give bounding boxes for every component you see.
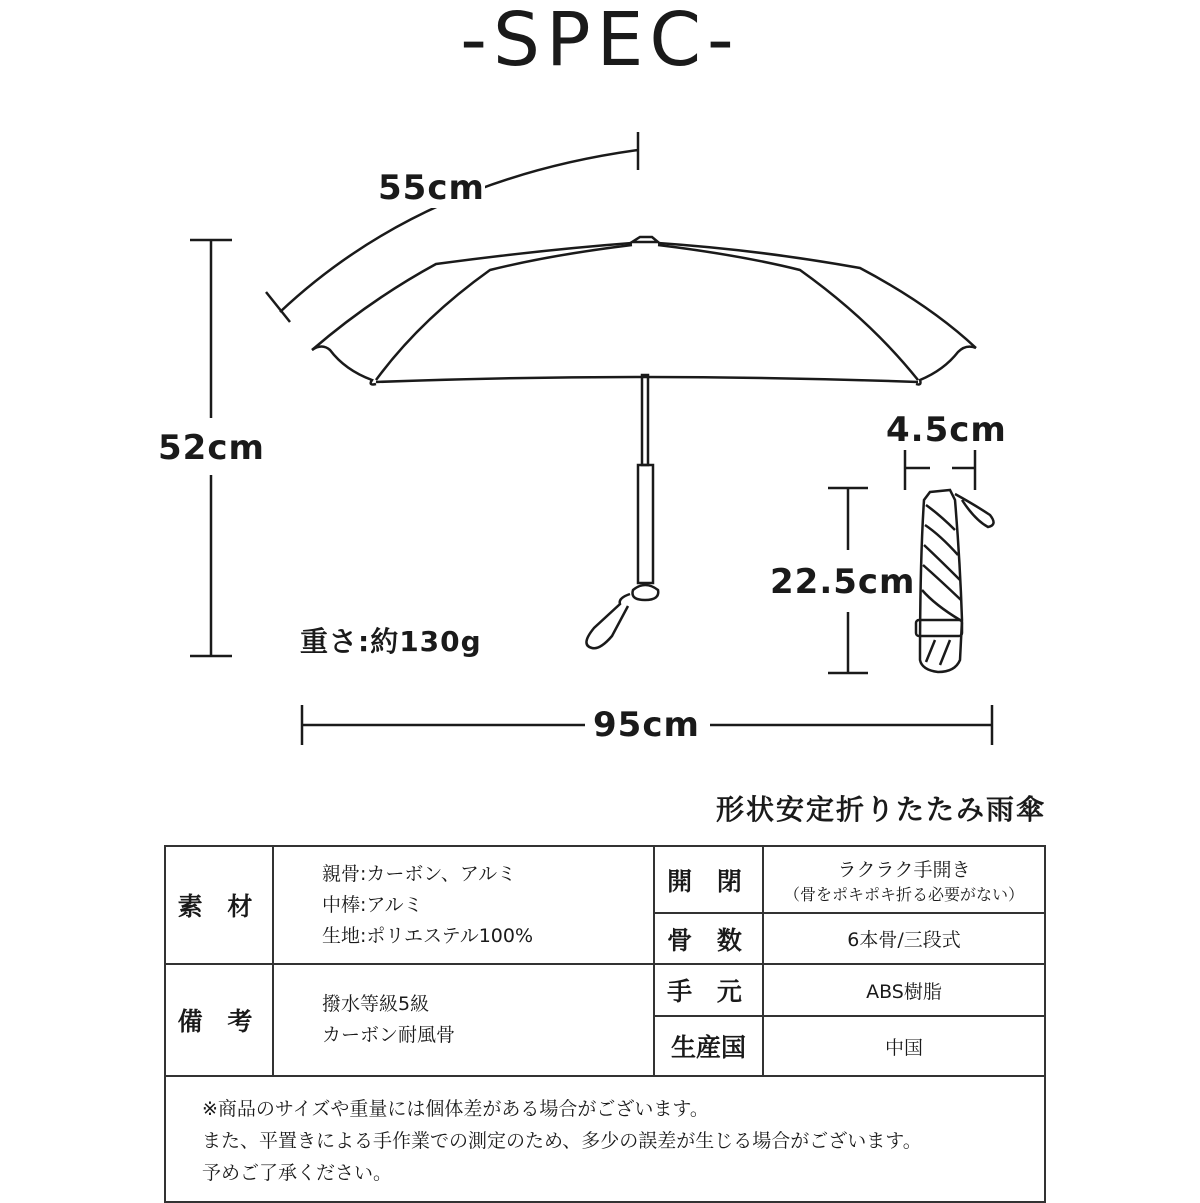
rib-length-dimension-line (266, 132, 638, 322)
opening-value (763, 846, 1045, 913)
origin-label: 生産国 (654, 1016, 763, 1076)
weight-label: 重さ:約130g (300, 625, 482, 658)
open-height-label: 52cm (158, 428, 265, 468)
material-line: 中棒:アルミ (322, 893, 423, 916)
remarks-line: カーボン耐風骨 (322, 1024, 456, 1046)
remarks-line: 撥水等級5級 (322, 993, 430, 1015)
product-name: 形状安定折りたたみ雨傘 (715, 793, 1046, 826)
page-title: -SPEC- (460, 0, 740, 83)
rib-length-label: 55cm (378, 168, 485, 208)
note-line: また、平置きによる手作業での測定のため、多少の誤差が生じる場合がございます。 (202, 1130, 922, 1152)
opening-note: （骨をポキポキ折る必要がない） (783, 884, 1024, 904)
note-line: 予めご了承ください。 (202, 1162, 393, 1184)
origin-value: 中国 (763, 1016, 1045, 1076)
notes (165, 1076, 1045, 1202)
ribs-value: 6本骨/三段式 (763, 913, 1045, 964)
folded-width-dimension-line (905, 448, 975, 490)
note-line: ※商品のサイズや重量には個体差がある場合がございます。 (202, 1098, 709, 1120)
open-width-label: 95cm (593, 705, 700, 745)
remarks-label: 備 考 (165, 964, 273, 1076)
folded-length-label: 22.5cm (770, 562, 916, 602)
opening-label: 開 閉 (654, 846, 763, 913)
handle-label: 手 元 (654, 964, 763, 1016)
spec-table (164, 845, 1046, 1203)
opening-method: ラクラク手開き (837, 858, 971, 881)
material-value (273, 846, 654, 964)
material-label: 素 材 (165, 846, 273, 964)
folded-width-label: 4.5cm (886, 410, 1007, 450)
remarks-value (273, 964, 654, 1076)
material-line: 親骨:カーボン、アルミ (322, 862, 517, 885)
material-line: 生地:ポリエステル100% (322, 924, 534, 947)
folded-umbrella-icon (916, 490, 994, 672)
ribs-label: 骨 数 (654, 913, 763, 964)
handle-value: ABS樹脂 (763, 964, 1045, 1016)
